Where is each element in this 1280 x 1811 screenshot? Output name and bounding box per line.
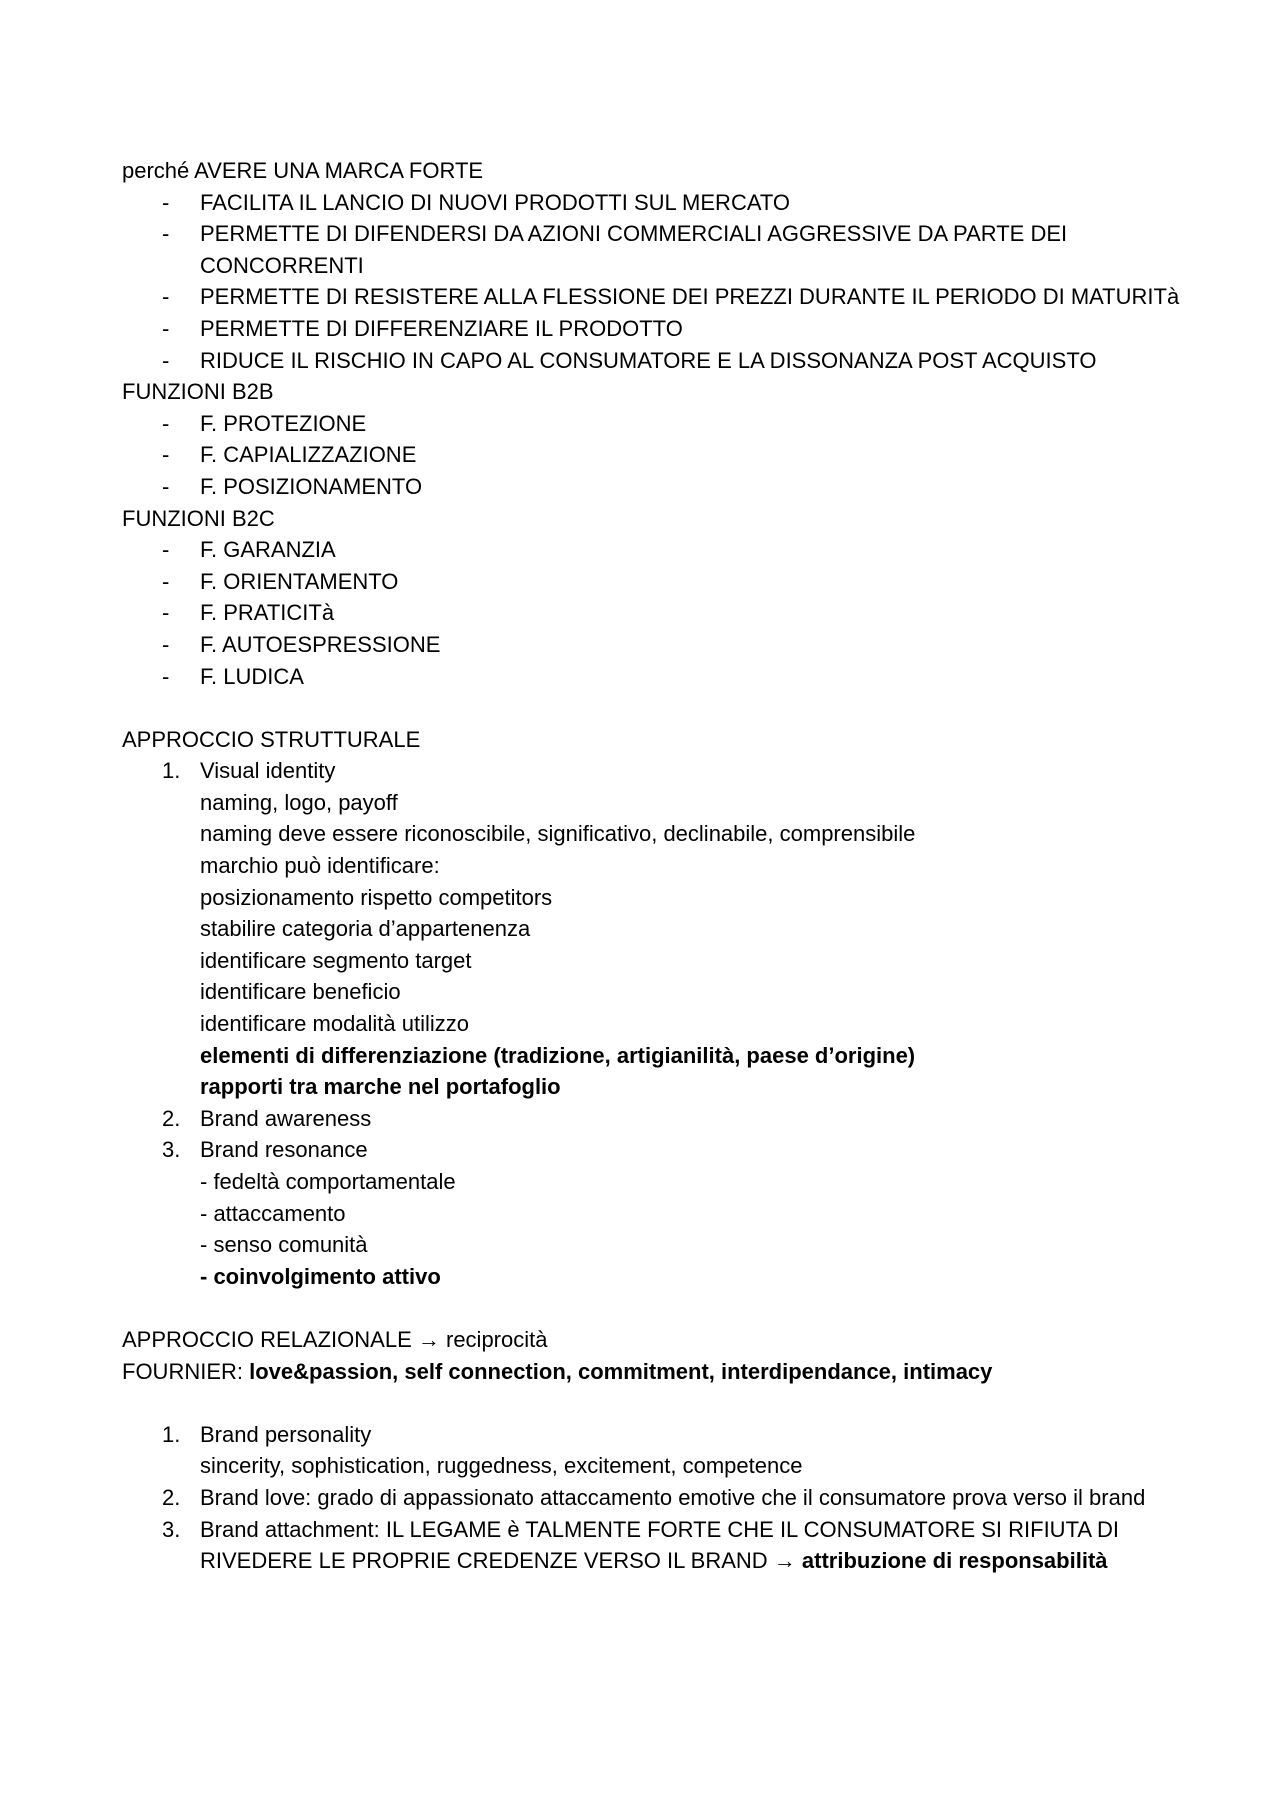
list-item-continuation: CONCORRENTI xyxy=(200,252,364,278)
list-item: - RIDUCE IL RISCHIO IN CAPO AL CONSUMATORE E LA DISSONANZA POST ACQUISTO xyxy=(122,345,1162,377)
arrow-icon: → xyxy=(417,1326,440,1352)
section-heading-why: perché AVERE UNA MARCA FORTE xyxy=(122,158,484,183)
sub-line: identificare beneficio xyxy=(200,979,401,1005)
numbered-item: 1. Visual identity xyxy=(122,755,1162,787)
sub-line: stabilire categoria d’appartenenza xyxy=(200,916,531,942)
list-item: - FACILITA IL LANCIO DI NUOVI PRODOTTI SUL MERCATO xyxy=(122,187,1162,219)
list-item: - F. LUDICA xyxy=(122,661,1162,693)
numbered-item: 3. Brand resonance xyxy=(122,1134,1162,1166)
list-item: - F. AUTOESPRESSIONE xyxy=(122,629,1162,661)
numbered-item: 3. Brand attachment: IL LEGAME è TALMENTE FORTE CHE IL CONSUMATORE SI RIFIUTA DI RIVEDERE LE PROPRIE CREDENZE VERSO IL BRAND → attribuzione di responsabilità xyxy=(122,1514,1162,1577)
list-item: - PERMETTE DI DIFENDERSI DA AZIONI COMMERCIALI AGGRESSIVE DA PARTE DEI xyxy=(122,218,1162,250)
sub-line: identificare segmento target xyxy=(200,947,472,973)
list-item: - PERMETTE DI RESISTERE ALLA FLESSIONE DEI PREZZI DURANTE IL PERIODO DI MATURITà xyxy=(122,281,1162,313)
dash-marker: - xyxy=(162,315,170,341)
blank-line xyxy=(122,692,1162,724)
number-marker: 2. xyxy=(162,1484,181,1510)
sub-line-bold: elementi di differenziazione (tradizione, artigianilità, paese d’origine) xyxy=(200,1042,916,1068)
dash-marker: - xyxy=(162,221,170,247)
sub-line-bold: rapporti tra marche nel portafoglio xyxy=(200,1074,561,1100)
dash-marker: - xyxy=(162,473,170,499)
numbered-item: 2. Brand love: grado di appassionato attaccamento emotive che il consumatore prova verso il brand xyxy=(122,1482,1162,1514)
dash-marker: - xyxy=(162,537,170,563)
section-heading-b2b: FUNZIONI B2B xyxy=(122,379,274,405)
list-item: - F. GARANZIA xyxy=(122,534,1162,566)
list-item: - F. CAPIALIZZAZIONE xyxy=(122,439,1162,471)
number-marker: 2. xyxy=(162,1105,181,1131)
sub-line: posizionamento rispetto competitors xyxy=(200,884,553,910)
number-marker: 3. xyxy=(162,1137,181,1163)
number-marker: 1. xyxy=(162,758,181,784)
blank-line xyxy=(122,1387,1162,1419)
dash-marker: - xyxy=(162,410,170,436)
numbered-item: 2. Brand awareness xyxy=(122,1103,1162,1135)
dash-marker: - xyxy=(162,600,170,626)
sub-line: marchio può identificare: xyxy=(200,853,440,879)
dash-marker: - xyxy=(162,663,170,689)
numbered-item: 1. Brand personality xyxy=(122,1419,1162,1451)
document-page xyxy=(122,155,1180,1577)
dash-marker: - xyxy=(162,631,170,657)
sub-line: naming deve essere riconoscibile, significativo, declinabile, comprensibile xyxy=(200,821,916,847)
number-marker: 3. xyxy=(162,1516,181,1542)
sub-line: sincerity, sophistication, ruggedness, excitement, competence xyxy=(200,1453,803,1479)
fournier-line: FOURNIER: love&passion, self connection, commitment, interdipendance, intimacy xyxy=(122,1358,993,1384)
dash-marker: - xyxy=(162,568,170,594)
sub-line: - senso comunità xyxy=(200,1232,368,1258)
dash-marker: - xyxy=(162,442,170,468)
list-item: - F. PROTEZIONE xyxy=(122,408,1162,440)
sub-line: - attaccamento xyxy=(200,1200,346,1226)
dash-marker: - xyxy=(162,347,170,373)
list-item: - F. ORIENTAMENTO xyxy=(122,566,1162,598)
list-item: - PERMETTE DI DIFFERENZIARE IL PRODOTTO xyxy=(122,313,1162,345)
sub-line: naming, logo, payoff xyxy=(200,789,398,815)
dash-marker: - xyxy=(162,284,170,310)
section-heading-relazionale: APPROCCIO RELAZIONALE → reciprocità xyxy=(122,1326,548,1352)
number-marker: 1. xyxy=(162,1421,181,1447)
sub-line: - fedeltà comportamentale xyxy=(200,1169,456,1194)
dash-marker: - xyxy=(162,189,170,215)
sub-line: identificare modalità utilizzo xyxy=(200,1011,470,1037)
arrow-icon: → xyxy=(773,1548,796,1574)
section-heading-strutturale: APPROCCIO STRUTTURALE xyxy=(122,726,421,752)
section-heading-b2c: FUNZIONI B2C xyxy=(122,505,275,531)
list-item: - F. POSIZIONAMENTO xyxy=(122,471,1162,503)
list-item: - F. PRATICITà xyxy=(122,597,1162,629)
blank-line xyxy=(122,1292,1162,1324)
sub-line-bold: - coinvolgimento attivo xyxy=(200,1263,441,1289)
